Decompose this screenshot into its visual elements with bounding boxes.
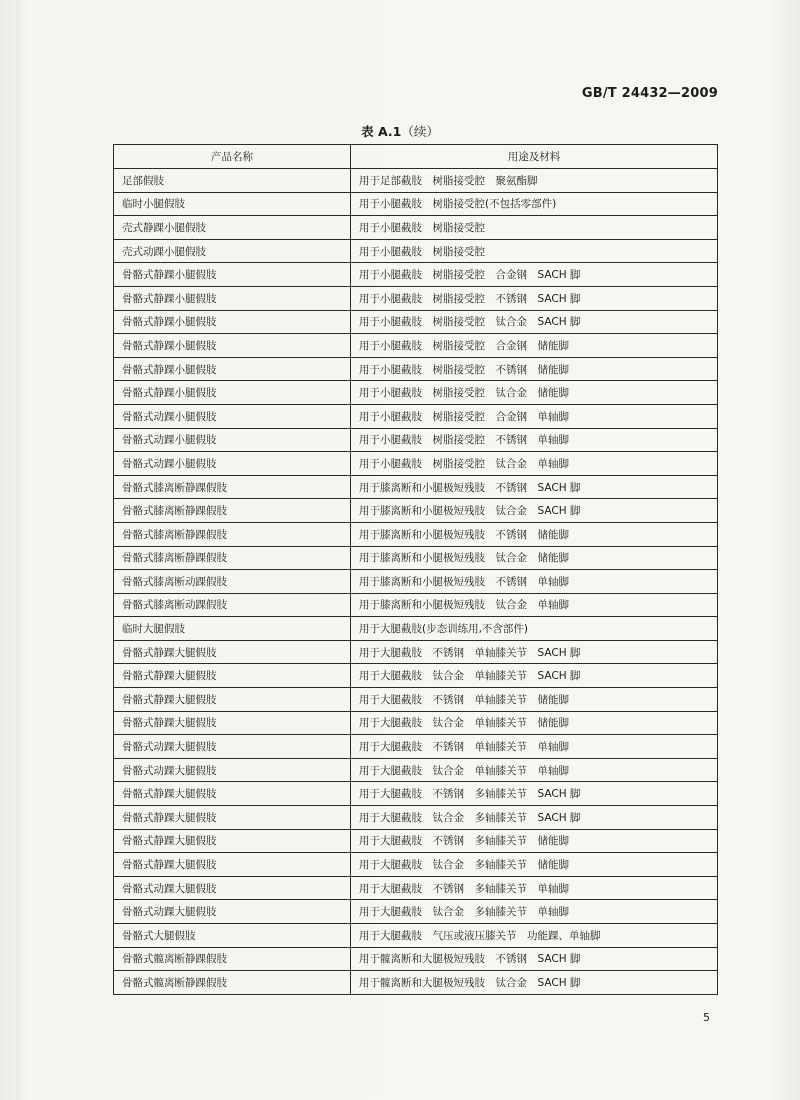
table-row [114, 216, 718, 240]
table-row [114, 452, 718, 476]
product-name-cell: 骨骼式大腿假肢 [114, 924, 351, 948]
table-row [114, 735, 718, 759]
table-row [114, 593, 718, 617]
product-name-cell: 骨骼式动踝大腿假肢 [114, 758, 351, 782]
usage-materials-cell: 用于大腿截肢 不锈钢 多轴膝关节 SACH 脚 [351, 782, 718, 806]
product-name-cell: 骨骼式膝离断动踝假肢 [114, 593, 351, 617]
usage-materials-cell: 用于大腿截肢 钛合金 多轴膝关节 SACH 脚 [351, 806, 718, 830]
usage-materials-cell: 用于膝离断和小腿极短残肢 钛合金 单轴脚 [351, 593, 718, 617]
usage-materials-cell: 用于小腿截肢 树脂接受腔 钛合金 储能脚 [351, 381, 718, 405]
usage-materials-cell: 用于大腿截肢(步态训练用,不含部件) [351, 617, 718, 641]
product-name-cell: 骨骼式静踝小腿假肢 [114, 310, 351, 334]
product-name-cell: 骨骼式动踝小腿假肢 [114, 428, 351, 452]
product-name-cell: 骨骼式静踝小腿假肢 [114, 381, 351, 405]
product-name-cell: 临时大腿假肢 [114, 617, 351, 641]
product-name-cell: 骨骼式膝离断静踝假肢 [114, 546, 351, 570]
usage-materials-cell: 用于小腿截肢 树脂接受腔 [351, 216, 718, 240]
usage-materials-cell: 用于小腿截肢 树脂接受腔 不锈钢 单轴脚 [351, 428, 718, 452]
table-row [114, 546, 718, 570]
table-row [114, 758, 718, 782]
product-name-cell: 骨骼式膝离断动踝假肢 [114, 570, 351, 594]
page-number: 5 [703, 1011, 710, 1024]
usage-materials-cell: 用于大腿截肢 钛合金 单轴膝关节 单轴脚 [351, 758, 718, 782]
usage-materials-cell: 用于大腿截肢 钛合金 多轴膝关节 单轴脚 [351, 900, 718, 924]
usage-materials-cell: 用于大腿截肢 不锈钢 单轴膝关节 SACH 脚 [351, 640, 718, 664]
table-row [114, 310, 718, 334]
usage-materials-cell: 用于小腿截肢 树脂接受腔 合金钢 单轴脚 [351, 404, 718, 428]
usage-materials-cell: 用于小腿截肢 树脂接受腔(不包括零部件) [351, 192, 718, 216]
product-name-cell: 骨骼式动踝大腿假肢 [114, 900, 351, 924]
table-row [114, 334, 718, 358]
usage-materials-cell: 用于大腿截肢 不锈钢 单轴膝关节 单轴脚 [351, 735, 718, 759]
usage-materials-cell: 用于膝离断和小腿极短残肢 钛合金 SACH 脚 [351, 499, 718, 523]
table-row [114, 428, 718, 452]
table-row [114, 924, 718, 948]
column-header-usage-materials: 用途及材料 [351, 145, 718, 169]
table-row [114, 711, 718, 735]
table-row [114, 664, 718, 688]
product-table [113, 144, 718, 995]
product-name-cell: 骨骼式膝离断静踝假肢 [114, 522, 351, 546]
usage-materials-cell: 用于膝离断和小腿极短残肢 不锈钢 单轴脚 [351, 570, 718, 594]
usage-materials-cell: 用于小腿截肢 树脂接受腔 钛合金 SACH 脚 [351, 310, 718, 334]
table-row [114, 829, 718, 853]
product-name-cell: 骨骼式静踝小腿假肢 [114, 286, 351, 310]
product-name-cell: 骨骼式静踝大腿假肢 [114, 711, 351, 735]
product-name-cell: 骨骼式膝离断静踝假肢 [114, 499, 351, 523]
usage-materials-cell: 用于小腿截肢 树脂接受腔 [351, 239, 718, 263]
table-title-label: 表 A.1 [361, 124, 402, 139]
product-name-cell: 骨骼式静踝大腿假肢 [114, 853, 351, 877]
table-row [114, 971, 718, 995]
product-name-cell: 骨骼式静踝小腿假肢 [114, 334, 351, 358]
product-name-cell: 骨骼式静踝大腿假肢 [114, 829, 351, 853]
product-name-cell: 骨骼式静踝小腿假肢 [114, 263, 351, 287]
usage-materials-cell: 用于大腿截肢 不锈钢 多轴膝关节 单轴脚 [351, 876, 718, 900]
table-row [114, 522, 718, 546]
table-row [114, 900, 718, 924]
table-row [114, 640, 718, 664]
product-name-cell: 骨骼式静踝小腿假肢 [114, 357, 351, 381]
usage-materials-cell: 用于小腿截肢 树脂接受腔 不锈钢 SACH 脚 [351, 286, 718, 310]
usage-materials-cell: 用于小腿截肢 树脂接受腔 合金钢 储能脚 [351, 334, 718, 358]
table-row [114, 617, 718, 641]
table-row [114, 947, 718, 971]
table-row [114, 570, 718, 594]
usage-materials-cell: 用于小腿截肢 树脂接受腔 钛合金 单轴脚 [351, 452, 718, 476]
column-header-product-name: 产品名称 [114, 145, 351, 169]
product-name-cell: 骨骼式静踝大腿假肢 [114, 640, 351, 664]
table-row [114, 169, 718, 193]
product-name-cell: 骨骼式动踝大腿假肢 [114, 735, 351, 759]
table-row [114, 404, 718, 428]
table-title-continued: （续） [401, 124, 439, 139]
table-row [114, 782, 718, 806]
usage-materials-cell: 用于膝离断和小腿极短残肢 不锈钢 SACH 脚 [351, 475, 718, 499]
product-name-cell: 骨骼式动踝小腿假肢 [114, 404, 351, 428]
product-name-cell: 骨骼式静踝大腿假肢 [114, 664, 351, 688]
table-row [114, 192, 718, 216]
product-name-cell: 骨骼式动踝小腿假肢 [114, 452, 351, 476]
usage-materials-cell: 用于大腿截肢 气压或液压膝关节 功能踝、单轴脚 [351, 924, 718, 948]
usage-materials-cell: 用于膝离断和小腿极短残肢 钛合金 储能脚 [351, 546, 718, 570]
usage-materials-cell: 用于髋离断和大腿极短残肢 不锈钢 SACH 脚 [351, 947, 718, 971]
standard-number: GB/T 24432—2009 [581, 86, 718, 101]
table-row [114, 286, 718, 310]
product-name-cell: 骨骼式静踝大腿假肢 [114, 806, 351, 830]
usage-materials-cell: 用于大腿截肢 钛合金 单轴膝关节 储能脚 [351, 711, 718, 735]
page-edge-shadow [16, 0, 22, 1100]
product-name-cell: 骨骼式静踝大腿假肢 [114, 782, 351, 806]
table-row [114, 853, 718, 877]
usage-materials-cell: 用于足部截肢 树脂接受腔 聚氨酯脚 [351, 169, 718, 193]
product-name-cell: 足部假肢 [114, 169, 351, 193]
product-name-cell: 临时小腿假肢 [114, 192, 351, 216]
usage-materials-cell: 用于大腿截肢 不锈钢 单轴膝关节 储能脚 [351, 688, 718, 712]
table-row [114, 806, 718, 830]
table-row [114, 357, 718, 381]
table-row [114, 876, 718, 900]
product-name-cell: 骨骼式髋离断静踝假肢 [114, 971, 351, 995]
usage-materials-cell: 用于髋离断和大腿极短残肢 钛合金 SACH 脚 [351, 971, 718, 995]
table-row [114, 499, 718, 523]
usage-materials-cell: 用于大腿截肢 不锈钢 多轴膝关节 储能脚 [351, 829, 718, 853]
product-name-cell: 壳式静踝小腿假肢 [114, 216, 351, 240]
usage-materials-cell: 用于小腿截肢 树脂接受腔 不锈钢 储能脚 [351, 357, 718, 381]
table-row [114, 688, 718, 712]
table-row [114, 381, 718, 405]
product-name-cell: 骨骼式静踝大腿假肢 [114, 688, 351, 712]
product-name-cell: 骨骼式髋离断静踝假肢 [114, 947, 351, 971]
usage-materials-cell: 用于大腿截肢 钛合金 多轴膝关节 储能脚 [351, 853, 718, 877]
usage-materials-cell: 用于大腿截肢 钛合金 单轴膝关节 SACH 脚 [351, 664, 718, 688]
table-row [114, 239, 718, 263]
product-name-cell: 骨骼式动踝大腿假肢 [114, 876, 351, 900]
table-body [114, 169, 718, 995]
usage-materials-cell: 用于膝离断和小腿极短残肢 不锈钢 储能脚 [351, 522, 718, 546]
table-row [114, 263, 718, 287]
product-name-cell: 壳式动踝小腿假肢 [114, 239, 351, 263]
usage-materials-cell: 用于小腿截肢 树脂接受腔 合金钢 SACH 脚 [351, 263, 718, 287]
table-header-row [114, 145, 718, 169]
table-title [0, 122, 800, 140]
table-row [114, 475, 718, 499]
product-name-cell: 骨骼式膝离断静踝假肢 [114, 475, 351, 499]
